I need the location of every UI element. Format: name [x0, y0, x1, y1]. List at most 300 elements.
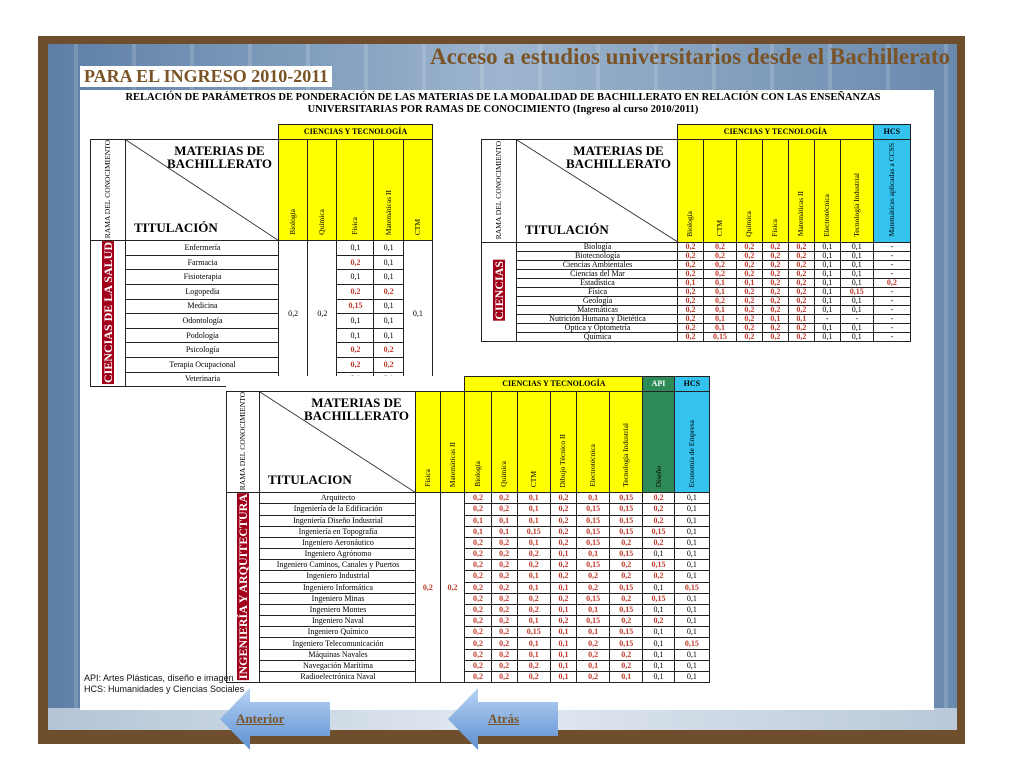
value-cell: 0,2	[491, 671, 517, 682]
value-cell: 0,15	[610, 582, 643, 593]
value-cell: 0,2	[788, 287, 814, 296]
table-row	[227, 560, 710, 571]
value-cell: -	[814, 314, 840, 323]
value-cell: 0,2	[703, 296, 736, 305]
value-cell: 0,1	[814, 269, 840, 278]
table-row	[227, 604, 710, 615]
value-cell: 0,15	[337, 299, 374, 314]
subject-header: Química	[491, 392, 517, 493]
previous-button[interactable]	[220, 688, 330, 750]
rama-header-text: RAMA DEL CONOCIMIENTO	[238, 392, 247, 491]
value-cell: 0,1	[674, 627, 709, 638]
table-row	[227, 549, 710, 560]
value-cell: 0,2	[491, 560, 517, 571]
value-cell: -	[873, 314, 910, 323]
titulacion-cell: Psicología	[126, 343, 279, 358]
value-cell: 0,2	[678, 269, 704, 278]
value-cell: 0,2	[491, 660, 517, 671]
value-cell: 0,2	[678, 305, 704, 314]
value-cell: 0,1	[840, 269, 873, 278]
value-cell: 0,2	[762, 278, 788, 287]
value-cell: 0,2	[517, 660, 550, 671]
subject-header: Tecnología Industrial	[840, 140, 873, 243]
table-row	[91, 241, 433, 256]
value-cell: 0,1	[814, 287, 840, 296]
heading-line-1: RELACIÓN DE PARÁMETROS DE PONDERACIÓN DE LAS MATERIAS DE LA MODALIDAD DE BACHILLERATO EN RELACIÓN CON LAS ENSEÑANZAS	[125, 92, 881, 103]
value-cell: 0,2	[788, 278, 814, 287]
value-cell: 0,2	[337, 255, 374, 270]
header-hcs: HCS	[873, 125, 910, 140]
table-row	[91, 343, 433, 358]
value-cell: 0,15	[674, 638, 709, 649]
value-cell: 0,1	[517, 582, 550, 593]
value-cell: 0,2	[465, 560, 491, 571]
rama-cell	[227, 493, 260, 683]
titulacion-cell: Biología	[517, 242, 678, 251]
subject-header: CTM	[517, 392, 550, 493]
value-cell: 0,1	[374, 328, 403, 343]
value-cell: 0,2	[788, 242, 814, 251]
rama-header-text: RAMA DEL CONOCIMIENTO	[103, 140, 112, 239]
table-row	[227, 515, 710, 526]
value-cell: 0,1	[840, 260, 873, 269]
value-cell: 0,2	[465, 616, 491, 627]
value-cell: 0,15	[610, 504, 643, 515]
header-ciencias-tecnologia: CIENCIAS Y TECNOLOGÍA	[465, 377, 643, 392]
value-cell: 0,15	[610, 549, 643, 560]
value-cell: -	[873, 296, 910, 305]
value-cell: 0,1	[374, 241, 403, 256]
value-cell: 0,1	[814, 332, 840, 341]
titulacion-cell: Máquinas Navales	[260, 649, 416, 660]
value-cell: 0,2	[762, 242, 788, 251]
value-cell: 0,15	[577, 526, 610, 537]
table-row	[482, 242, 911, 251]
value-cell: 0,1	[643, 549, 674, 560]
subject-header: Química	[736, 140, 762, 243]
header-ciencias-tecnologia: CIENCIAS Y TECNOLOGÍA	[678, 125, 874, 140]
value-cell: 0,2	[337, 284, 374, 299]
value-cell: 0,1	[374, 299, 403, 314]
value-cell: 0,1	[517, 504, 550, 515]
value-cell: 0,1	[517, 571, 550, 582]
value-cell: 0,1	[674, 493, 709, 504]
table-row	[227, 649, 710, 660]
value-cell: 0,15	[517, 526, 550, 537]
value-cell: 0,15	[577, 560, 610, 571]
value-cell: 0,2	[736, 287, 762, 296]
value-cell: 0,2	[762, 323, 788, 332]
value-cell: 0,1	[577, 493, 610, 504]
value-cell: -	[873, 251, 910, 260]
rama-header-text: RAMA DEL CONOCIMIENTO	[494, 140, 503, 239]
subject-header: Matemáticas aplicadas a CCSS	[873, 140, 910, 243]
titulacion-cell: Podología	[126, 328, 279, 343]
header-ciencias-tecnologia: CIENCIAS Y TECNOLOGÍA	[279, 125, 433, 140]
value-cell: 0,2	[550, 593, 576, 604]
table-row	[227, 582, 710, 593]
titulacion-cell: Veterinaria	[126, 372, 279, 387]
value-cell: 0,1	[840, 332, 873, 341]
value-cell: 0,2	[550, 526, 576, 537]
value-cell: 0,2	[678, 323, 704, 332]
titulacion-cell: Ciencias del Mar	[517, 269, 678, 278]
value-cell: 0,1	[465, 515, 491, 526]
value-cell: 0,1	[674, 649, 709, 660]
back-label: Atrás	[488, 711, 520, 726]
value-cell: 0,1	[550, 671, 576, 682]
value-cell: 0,2	[465, 493, 491, 504]
value-cell: 0,2	[465, 571, 491, 582]
value-cell: 0,1	[736, 278, 762, 287]
value-cell: 0,2	[374, 284, 403, 299]
table-row	[91, 328, 433, 343]
matematicas-value: 0,2	[440, 493, 465, 683]
value-cell: 0,2	[465, 593, 491, 604]
value-cell: 0,1	[840, 242, 873, 251]
value-cell: 0,2	[550, 616, 576, 627]
table-row	[482, 278, 911, 287]
titulacion-cell: Ingeniero Químico	[260, 627, 416, 638]
rama-cell	[482, 242, 517, 341]
value-cell: 0,2	[491, 627, 517, 638]
value-cell: 0,2	[610, 660, 643, 671]
subject-header: CTM	[403, 140, 432, 241]
titulacion-label: TITULACION	[268, 472, 352, 488]
fisica-value: 0,2	[416, 493, 441, 683]
value-cell: 0,15	[610, 493, 643, 504]
table-row	[227, 593, 710, 604]
rama-header	[91, 140, 126, 241]
value-cell: 0,1	[374, 270, 403, 285]
ctm-value: 0,1	[403, 241, 432, 387]
value-cell: 0,1	[674, 660, 709, 671]
subject-header: Biología	[279, 140, 308, 241]
value-cell: 0,2	[491, 571, 517, 582]
table-row	[91, 284, 433, 299]
value-cell: 0,1	[643, 660, 674, 671]
value-cell: 0,2	[736, 332, 762, 341]
value-cell: 0,2	[577, 571, 610, 582]
quimica-value: 0,2	[308, 241, 337, 387]
subject-header: Biología	[678, 140, 704, 243]
heading-line-2: UNIVERSITARIAS POR RAMAS DE CONOCIMIENTO (Ingreso al curso 2010/2011)	[307, 104, 699, 115]
value-cell: 0,1	[643, 638, 674, 649]
value-cell: 0,1	[550, 604, 576, 615]
titulacion-cell: Ingeniero Agrónomo	[260, 549, 416, 560]
value-cell: 0,2	[610, 649, 643, 660]
value-cell: -	[873, 323, 910, 332]
value-cell: 0,2	[491, 549, 517, 560]
value-cell: 0,1	[577, 549, 610, 560]
titulacion-cell: Física	[517, 287, 678, 296]
value-cell: 0,2	[517, 593, 550, 604]
value-cell: 0,1	[814, 260, 840, 269]
value-cell: 0,1	[550, 549, 576, 560]
table-row	[227, 616, 710, 627]
table-row	[482, 332, 911, 341]
titulacion-cell: Ingeniero Montes	[260, 604, 416, 615]
value-cell: 0,1	[643, 604, 674, 615]
table-row	[227, 493, 710, 504]
table-ciencias-salud	[90, 124, 433, 387]
titulacion-cell: Ingeniero Minas	[260, 593, 416, 604]
value-cell: 0,1	[550, 638, 576, 649]
value-cell: 0,2	[736, 296, 762, 305]
titulacion-cell: Ingeniería de la Edificación	[260, 504, 416, 515]
value-cell: 0,1	[840, 296, 873, 305]
value-cell: 0,1	[643, 627, 674, 638]
value-cell: 0,2	[577, 671, 610, 682]
footnote-api: API: Artes Plásticas, diseño e imagen	[84, 673, 234, 683]
value-cell: 0,2	[491, 604, 517, 615]
table-row	[482, 287, 911, 296]
value-cell: 0,2	[788, 323, 814, 332]
value-cell: 0,2	[643, 515, 674, 526]
value-cell: 0,15	[703, 332, 736, 341]
materias-label: MATERIAS DE BACHILLERATO	[167, 143, 272, 171]
value-cell: 0,15	[643, 560, 674, 571]
value-cell: 0,2	[517, 604, 550, 615]
titulacion-cell: Ingeniero Telecomunicación	[260, 638, 416, 649]
value-cell: 0,1	[814, 251, 840, 260]
value-cell: 0,1	[674, 593, 709, 604]
table-heading	[90, 92, 916, 116]
value-cell: 0,1	[517, 515, 550, 526]
value-cell: 0,1	[814, 278, 840, 287]
value-cell: 0,2	[550, 493, 576, 504]
value-cell: 0,1	[550, 660, 576, 671]
value-cell: 0,2	[788, 260, 814, 269]
value-cell: 0,2	[736, 269, 762, 278]
value-cell: 0,1	[643, 582, 674, 593]
value-cell: 0,15	[577, 504, 610, 515]
subject-header: Matemáticas II	[374, 140, 403, 241]
value-cell: 0,2	[703, 251, 736, 260]
titulacion-cell: Ingeniero Aeronáutico	[260, 537, 416, 548]
subject-header: Física	[762, 140, 788, 243]
table-row	[227, 504, 710, 515]
value-cell: 0,2	[491, 504, 517, 515]
back-button[interactable]	[448, 688, 558, 750]
value-cell: 0,1	[517, 537, 550, 548]
value-cell: 0,2	[374, 357, 403, 372]
value-cell: 0,2	[762, 305, 788, 314]
value-cell: 0,2	[491, 537, 517, 548]
titulacion-cell: Biotecnología	[517, 251, 678, 260]
value-cell: 0,1	[703, 314, 736, 323]
titulacion-label: TITULACIÓN	[525, 221, 609, 237]
value-cell: 0,1	[577, 660, 610, 671]
table-ciencias	[481, 124, 911, 342]
titulacion-cell: Optica y Optometría	[517, 323, 678, 332]
value-cell: 0,2	[703, 260, 736, 269]
materias-label: MATERIAS DE BACHILLERATO	[304, 395, 409, 423]
value-cell: 0,2	[491, 582, 517, 593]
value-cell: 0,2	[465, 660, 491, 671]
value-cell: 0,1	[517, 616, 550, 627]
value-cell: 0,15	[517, 627, 550, 638]
corner-header	[126, 140, 279, 241]
table-row	[482, 251, 911, 260]
value-cell: 0,2	[550, 504, 576, 515]
value-cell: 0,1	[674, 549, 709, 560]
value-cell: 0,2	[703, 269, 736, 278]
table-row	[482, 260, 911, 269]
value-cell: -	[873, 332, 910, 341]
value-cell: 0,1	[337, 270, 374, 285]
value-cell: 0,2	[491, 616, 517, 627]
value-cell: 0,1	[550, 582, 576, 593]
rama-label: CIENCIAS DE LA SALUD	[101, 242, 115, 384]
value-cell: -	[873, 287, 910, 296]
value-cell: 0,1	[374, 255, 403, 270]
subject-header: Dibujo Técnico II	[550, 392, 576, 493]
value-cell: 0,2	[491, 493, 517, 504]
value-cell: 0,2	[678, 332, 704, 341]
value-cell: 0,2	[788, 305, 814, 314]
value-cell: 0,1	[577, 604, 610, 615]
value-cell: 0,1	[577, 627, 610, 638]
value-cell: 0,1	[674, 504, 709, 515]
value-cell: 0,1	[674, 571, 709, 582]
titulacion-cell: Arquitecto	[260, 493, 416, 504]
subject-header: Electrotécnica	[577, 392, 610, 493]
value-cell: 0,2	[762, 287, 788, 296]
value-cell: 0,2	[762, 269, 788, 278]
titulacion-cell: Estadística	[517, 278, 678, 287]
value-cell: 0,1	[517, 493, 550, 504]
value-cell: 0,1	[550, 649, 576, 660]
table-row	[227, 671, 710, 682]
titulacion-cell: Farmacia	[126, 255, 279, 270]
value-cell: 0,2	[577, 649, 610, 660]
value-cell: 0,15	[577, 593, 610, 604]
value-cell: 0,1	[674, 526, 709, 537]
header-api: API	[643, 377, 674, 392]
value-cell: 0,15	[610, 515, 643, 526]
rama-header	[227, 392, 260, 493]
titulacion-cell: Ciencias Ambientales	[517, 260, 678, 269]
value-cell: 0,1	[703, 323, 736, 332]
value-cell: 0,2	[703, 242, 736, 251]
value-cell: 0,1	[491, 526, 517, 537]
value-cell: 0,2	[465, 627, 491, 638]
table-row	[227, 627, 710, 638]
value-cell: 0,2	[465, 537, 491, 548]
subject-header: Química	[308, 140, 337, 241]
table-row	[227, 660, 710, 671]
value-cell: 0,2	[550, 515, 576, 526]
value-cell: 0,2	[517, 560, 550, 571]
value-cell: 0,2	[465, 604, 491, 615]
value-cell: 0,1	[703, 287, 736, 296]
titulacion-cell: Medicina	[126, 299, 279, 314]
value-cell: 0,1	[840, 323, 873, 332]
titulacion-cell: Geología	[517, 296, 678, 305]
biologia-value: 0,2	[279, 241, 308, 387]
titulacion-cell: Fisioterapia	[126, 270, 279, 285]
value-cell: 0,2	[577, 638, 610, 649]
corner-header	[517, 140, 678, 243]
value-cell: 0,15	[643, 593, 674, 604]
table-row	[482, 269, 911, 278]
titulacion-label: TITULACIÓN	[134, 220, 218, 236]
value-cell: 0,1	[814, 323, 840, 332]
value-cell: 0,1	[674, 616, 709, 627]
value-cell: 0,2	[678, 287, 704, 296]
value-cell: 0,2	[678, 260, 704, 269]
materias-label: MATERIAS DE BACHILLERATO	[566, 143, 671, 171]
titulacion-cell: Radioelectrónica Naval	[260, 671, 416, 682]
value-cell: 0,15	[610, 627, 643, 638]
value-cell: 0,2	[610, 537, 643, 548]
value-cell: 0,15	[577, 537, 610, 548]
value-cell: 0,2	[736, 251, 762, 260]
titulacion-cell: Ingeniero Informática	[260, 582, 416, 593]
value-cell: 0,1	[374, 314, 403, 329]
subject-header: CTM	[703, 140, 736, 243]
titulacion-cell: Matemáticas	[517, 305, 678, 314]
titulacion-cell: Nutrición Humana y Dietética	[517, 314, 678, 323]
value-cell: 0,2	[788, 251, 814, 260]
value-cell: 0,2	[610, 593, 643, 604]
value-cell: 0,2	[610, 571, 643, 582]
rama-label: INGENIERÍA Y ARQUITECTURA	[236, 494, 250, 680]
value-cell: -	[873, 242, 910, 251]
subject-header: Matemáticas II	[440, 392, 465, 493]
value-cell: 0,2	[643, 616, 674, 627]
table-row	[227, 526, 710, 537]
value-cell: 0,1	[517, 638, 550, 649]
value-cell: 0,1	[337, 328, 374, 343]
value-cell: 0,1	[840, 305, 873, 314]
value-cell: 0,15	[610, 638, 643, 649]
value-cell: 0,2	[491, 638, 517, 649]
corner-header	[260, 392, 416, 493]
value-cell: 0,2	[788, 269, 814, 278]
value-cell: 0,15	[610, 604, 643, 615]
titulacion-cell: Ingeniero Industrial	[260, 571, 416, 582]
value-cell: 0,2	[465, 582, 491, 593]
rama-header	[482, 140, 517, 243]
value-cell: 0,15	[840, 287, 873, 296]
table-row	[482, 296, 911, 305]
titulacion-cell: Navegación Marítima	[260, 660, 416, 671]
table-row	[91, 255, 433, 270]
value-cell: 0,1	[643, 671, 674, 682]
table-row	[227, 537, 710, 548]
value-cell: 0,1	[643, 649, 674, 660]
value-cell: 0,2	[337, 357, 374, 372]
page-title: Acceso a estudios universitarios desde el Bachillerato	[429, 44, 950, 69]
value-cell: 0,1	[703, 305, 736, 314]
value-cell: 0,2	[643, 504, 674, 515]
value-cell: 0,2	[678, 242, 704, 251]
value-cell: 0,2	[736, 260, 762, 269]
value-cell: 0,1	[674, 537, 709, 548]
table-row	[227, 638, 710, 649]
value-cell: 0,2	[465, 649, 491, 660]
value-cell: 0,2	[678, 314, 704, 323]
value-cell: 0,15	[643, 526, 674, 537]
value-cell: 0,2	[736, 242, 762, 251]
value-cell: 0,1	[814, 305, 840, 314]
value-cell: 0,1	[814, 296, 840, 305]
titulacion-cell: Odontología	[126, 314, 279, 329]
value-cell: 0,2	[465, 549, 491, 560]
previous-label: Anterior	[236, 711, 285, 726]
